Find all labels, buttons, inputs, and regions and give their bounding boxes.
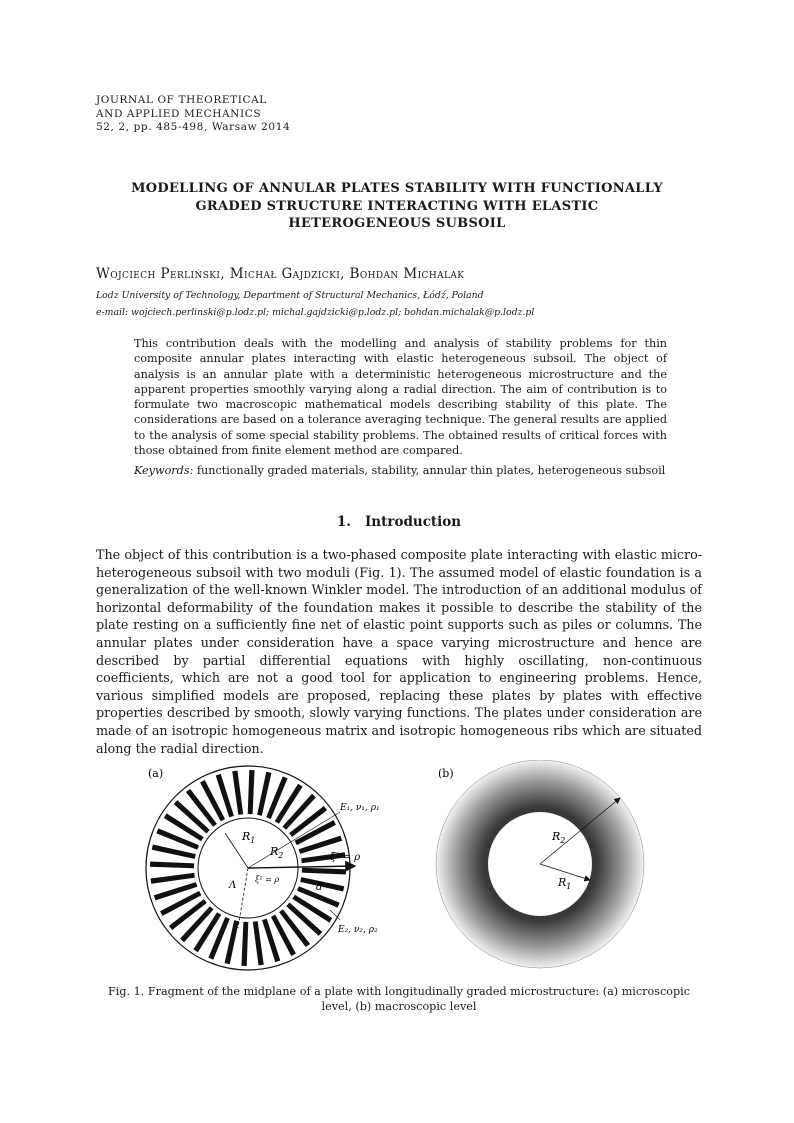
rib — [283, 794, 316, 830]
section-number: 1. — [336, 514, 351, 530]
abstract: This contribution deals with the modelling and analysis of stability problems for thin composite annular plates interacting with elastic heterogeneous subsoil. The object of analysis is an annular plate with a deterministic heterogeneous microstructure and the apparent properties smoothly varying along a radial direction. The aim of contribution is to formulate two macroscopic mathematical models describing stability of this plate. The considerations are based on a tolerance averaging technique. The general results are applied to the analysis of some special stability problems. The obtained results of critical forces with those obtained from finite element method are compared. — [134, 337, 667, 458]
section-heading — [96, 514, 702, 530]
rib — [286, 903, 322, 936]
label-r2: $R_2$ — [270, 845, 284, 860]
section-title: Introduction — [364, 514, 462, 530]
title-line1: MODELLING OF ANNULAR PLATES STABILITY WITH FUNCTIONALLY — [131, 181, 663, 196]
rib — [232, 771, 243, 815]
rib — [248, 770, 255, 814]
keywords-label: Keywords: — [134, 464, 194, 477]
label-xi2: ξ² = ρ — [330, 852, 361, 863]
journal-name-line2: AND APPLIED MECHANICS — [96, 107, 262, 120]
rib — [152, 845, 196, 859]
label-xi1: ξ¹ = ρ — [255, 875, 280, 884]
rib — [174, 800, 210, 833]
label-e2-props: E₂, ν₂, ρ₂ — [338, 925, 378, 935]
journal-volume: 52, 2, pp. 485-498, Warsaw 2014 — [96, 121, 291, 133]
figure-caption — [96, 984, 702, 1014]
label-d: d — [316, 882, 323, 893]
label-lambda: Λ — [229, 880, 237, 891]
keywords — [134, 464, 665, 477]
rib — [151, 873, 195, 884]
keywords-text: functionally graded materials, stability, annular thin plates, heterogeneous subsoil — [196, 464, 666, 477]
caption-line1: Fig. 1. Fragment of the midplane of a plate with longitudinally graded microstructure: (a) microscopic — [108, 985, 690, 998]
authors: Wojciech Perliński, Michał Gajdzicki, Bohdan Michalak — [96, 266, 465, 282]
label-r2-b: $R_2$ — [552, 830, 566, 845]
paper-title — [60, 180, 734, 233]
label-r1: $R_1$ — [242, 830, 256, 845]
affiliation: Lodz University of Technology, Department of Structural Mechanics, Łódź, Poland — [96, 290, 484, 301]
rib — [180, 906, 213, 942]
title-line3: HETEROGENEOUS SUBSOIL — [288, 216, 506, 231]
annular-plate-macroscopic — [436, 760, 644, 968]
caption-line2: level, (b) macroscopic level — [321, 1000, 477, 1014]
rib — [257, 772, 271, 816]
rib — [253, 921, 264, 965]
intro-paragraph: The object of this contribution is a two-phased composite plate interacting with elastic micro-heterogeneous subsoil with two moduli (Fig. 1). The assumed model of elastic foundation is a generalization of the well-known Winkler model. The introduction of an additional modulus of horizontal deformability of the foundation makes it possible to describe the stability of the plate resting on a sufficiently fine net of elastic point supports such as piles or columns. The annular plates under consideration have a space varying microstructure and hence are described by partial differential equations with highly oscillating, non-continuous coefficients, which are not a good tool for application to engineering problems. Hence, various simplified models are proposed, replacing these plates by plates with effective properties described by smooth, slowly varying functions. The plates under consideration are made of an isotropic homogeneous matrix and isotropic homogeneous ribs which are situated along the radial direction. — [96, 547, 702, 756]
label-r1-b: $R_1$ — [558, 876, 572, 891]
rib — [150, 861, 194, 868]
rib — [225, 920, 239, 964]
journal-header — [96, 94, 290, 135]
rib — [241, 922, 248, 966]
journal-name-line1: JOURNAL OF THEORETICAL — [96, 94, 267, 106]
email-addresses: e-mail: wojciech.perlinski@p.lodz.pl; michal.gajdzicki@p.lodz.pl; bohdan.michalak@p.lodz.pl — [96, 307, 535, 318]
panel-b-label: (b) — [438, 767, 454, 780]
rib — [302, 868, 346, 875]
figure-1 — [130, 760, 690, 980]
annular-plate-microstructure — [146, 766, 380, 970]
title-line2: GRADED STRUCTURE INTERACTING WITH ELASTIC — [195, 198, 599, 214]
label-e1-props: E₁, ν₁, ρ₁ — [340, 803, 380, 813]
panel-a-label: (a) — [148, 767, 164, 780]
